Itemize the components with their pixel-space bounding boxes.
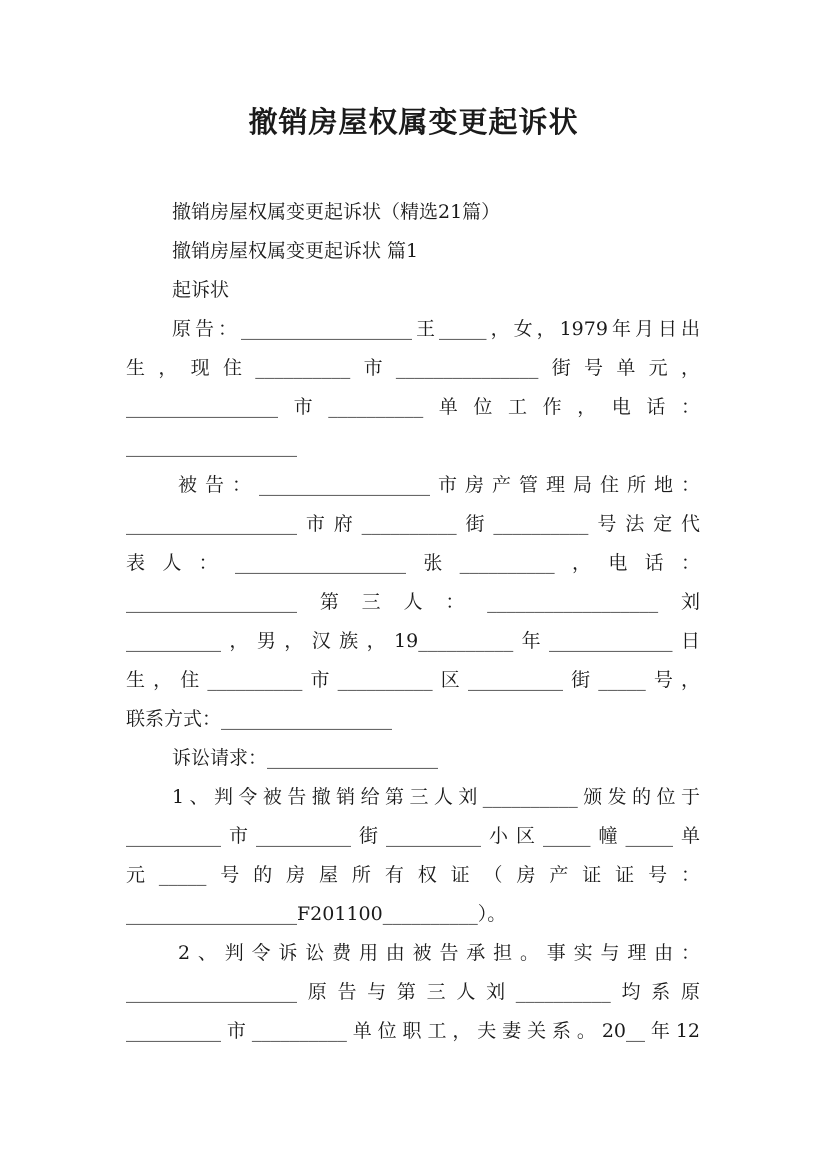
claim-2-line-2: __________________原告与第三人刘__________均系原: [126, 981, 700, 1003]
claims-heading: 诉讼请求：__________________: [172, 747, 439, 769]
claim-1-line-2: __________市__________街__________小区_____幢_____单: [126, 825, 700, 847]
plaintiff-line-2: 生，现住__________市_______________街号单元，: [126, 357, 700, 379]
claim-1-line-3: 元_____号的房屋所有权证（房产证证号：: [126, 864, 700, 886]
document-title: 撤销房屋权属变更起诉状: [248, 105, 579, 139]
section-heading: 撤销房屋权属变更起诉状 篇1: [172, 240, 419, 262]
plaintiff-line-3: ________________市__________单位工作，电话：: [126, 396, 700, 418]
plaintiff-line-4: __________________: [126, 435, 297, 457]
defendant-line-6: 生，住__________市__________区__________街_____号，: [126, 669, 700, 691]
document-subtitle: 撤销房屋权属变更起诉状（精选21篇）: [172, 201, 501, 223]
plaintiff-line-1: 原告：__________________王_____，女，1979年月日出: [172, 318, 700, 340]
defendant-line-1: 被告：__________________市房产管理局住所地：: [178, 474, 700, 496]
defendant-line-3: 表人：__________________张__________，电话：: [126, 552, 700, 574]
defendant-line-4: __________________第三人：__________________刘: [126, 591, 700, 613]
claim-2-line-1: 2、判令诉讼费用由被告承担。事实与理由：: [178, 942, 700, 964]
doc-type-heading: 起诉状: [172, 279, 230, 301]
defendant-line-7: 联系方式：__________________: [126, 708, 393, 730]
defendant-paragraph: [126, 466, 700, 739]
defendant-line-5: __________，男，汉族，19__________年_____________日: [126, 630, 700, 652]
claim-1-line-4: __________________F201100__________）。: [126, 903, 507, 925]
claim-1-line-1: 1、判令被告撤销给第三人刘__________颁发的位于: [172, 786, 700, 808]
plaintiff-paragraph: [126, 310, 700, 466]
claim-1-paragraph: [126, 778, 700, 934]
claim-2-line-3: __________市__________单位职工，夫妻关系。20__年12: [126, 1020, 700, 1042]
claim-2-paragraph: [126, 934, 700, 1051]
defendant-line-2: __________________市府__________街__________号法定代: [126, 513, 700, 535]
